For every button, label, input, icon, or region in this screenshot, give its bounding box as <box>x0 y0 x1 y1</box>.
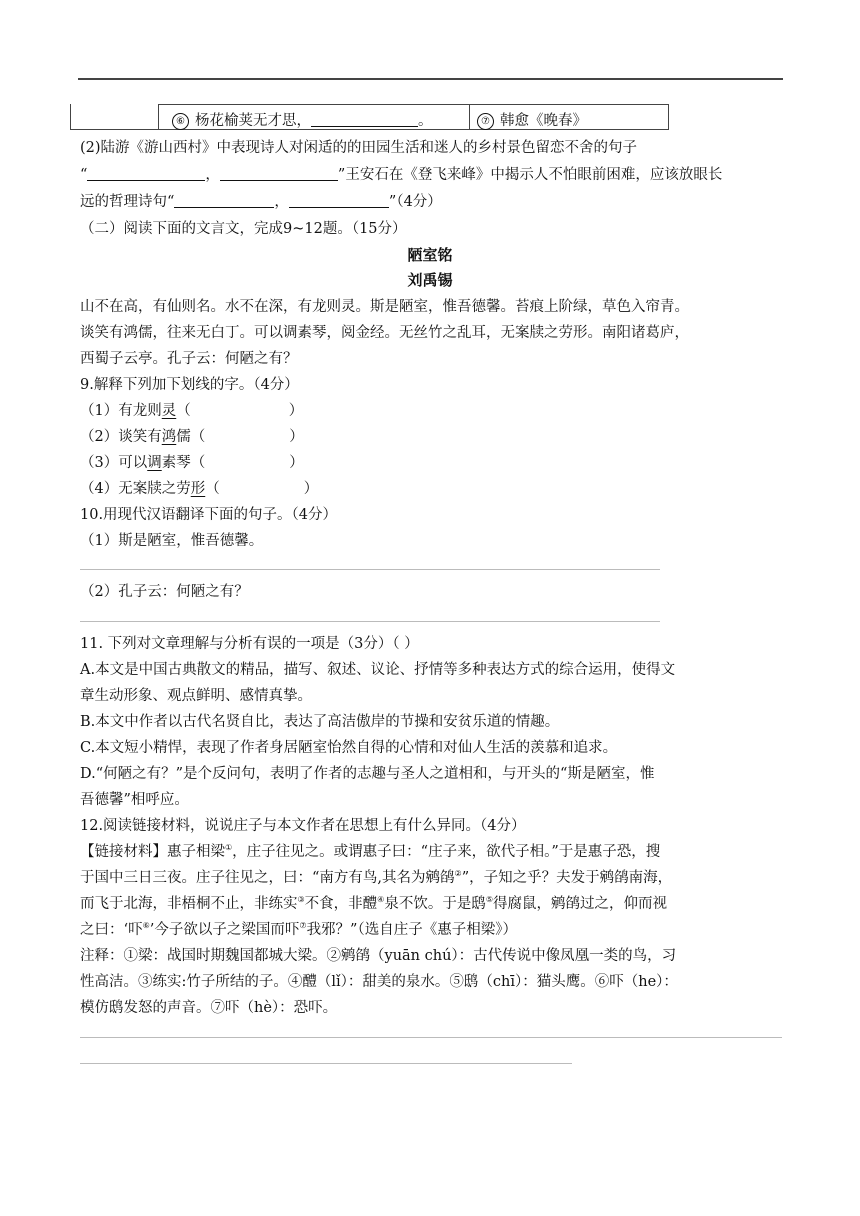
answer-blank[interactable] <box>174 193 274 208</box>
q9-stem: 9.解释下列加下划线的字。（4分） <box>80 377 299 393</box>
answer-line[interactable] <box>80 1037 782 1038</box>
header-rule <box>78 78 783 80</box>
q11-option-c: C.本文短小精悍，表现了作者身居陋室怡然自得的心情和对仙人生活的羡慕和追求。 <box>80 740 618 756</box>
q11-option-b: B.本文中作者以古代名贤自比，表达了高洁傲岸的节操和安贫乐道的情趣。 <box>80 714 560 730</box>
material-line: 于国中三日三夜。庄子往见之，曰：“南方有鸟,其名为鹓鹐②”，子知之乎？夫发于鹓鹐南海， <box>80 869 673 886</box>
q10-sentence-2: （2）孔子云：何陋之有？ <box>80 584 249 600</box>
material-line: 之曰：‘吓⑥’今子欲以子之梁国而吓⑦我邪？”（选自庄子《惠子相梁》） <box>80 921 517 938</box>
table-cell-6: ⑥ 杨花榆荚无才思， 。 <box>172 109 433 130</box>
q9-item-2: （2）谈笑有鸿儒（ ） <box>80 429 304 445</box>
passage-line: 山不在高，有仙则名。水不在深，有龙则灵。斯是陋室，惟吾德馨。苔痕上阶绿，草色入帘青。 <box>80 299 689 315</box>
q2-line2: “ ， ”王安石在《登飞来峰》中揭示人不怕眼前困难，应该放眼长 <box>80 167 723 183</box>
passage-author: 刘禹锡 <box>407 271 453 289</box>
q2-line3: 远的哲理诗句“ ， ”（4分） <box>80 194 442 210</box>
q12-stem: 12.阅读链接材料，说说庄子与本文作者在思想上有什么异同。（4分） <box>80 818 526 834</box>
note-line: 模仿鸱发怒的声音。⑦吓（hè）：恐吓。 <box>80 1000 338 1016</box>
q10-stem: 10.用现代汉语翻译下面的句子。（4分） <box>80 507 338 523</box>
q9-item-3: （3）可以调素琴（ ） <box>80 455 304 471</box>
q11-option-a: A.本文是中国古典散文的精品，描写、叙述、议论、抒情等多种表达方式的综合运用，使得文 <box>80 662 676 678</box>
q11-option-d-cont: 吾德馨”相呼应。 <box>80 792 189 808</box>
q11-option-a-cont: 章生动形象、观点鲜明、感情真挚。 <box>80 688 312 704</box>
q2-line1: (2)陆游《游山西村》中表现诗人对闲适的的田园生活和迷人的乡村景色留恋不舍的句子 <box>80 140 638 156</box>
material-line: 而飞于北海，非梧桐不止，非练实③不食，非醴④泉不饮。于是鸱⑤得腐鼠，鹓鹐过之，仰而视 <box>80 895 668 912</box>
passage-line: 西蜀子云亭。孔子云：何陋之有？ <box>80 351 298 367</box>
answer-blank[interactable] <box>289 193 389 208</box>
answer-line[interactable] <box>80 569 660 570</box>
table-cell-7: ⑦ 韩愈《晚春》 <box>477 109 587 130</box>
q9-item-1: （1）有龙则灵（ ） <box>80 403 304 419</box>
q11-option-d: D.“何陋之有？”是个反问句，表明了作者的志趣与圣人之道相和，与开头的“斯是陋室，惟 <box>80 766 655 782</box>
q10-sentence-1: （1）斯是陋室，惟吾德馨。 <box>80 533 264 549</box>
answer-blank[interactable] <box>311 112 418 127</box>
q11-stem: 11. 下列对文章理解与分析有误的一项是（3分）（ ） <box>80 636 419 652</box>
note-line: 性高洁。③练实:竹子所结的子。④醴（lǐ）：甜美的泉水。⑤鸱（chī）：猫头鹰。⑥吓（he）： <box>80 974 678 990</box>
answer-line[interactable] <box>80 1063 572 1064</box>
answer-blank[interactable] <box>220 166 338 181</box>
passage-line: 谈笑有鸿儒，往来无白丁。可以调素琴，阅金经。无丝竹之乱耳，无案牍之劳形。南阳诸葛庐， <box>80 325 689 341</box>
passage-title: 陋室铭 <box>407 246 453 264</box>
q9-item-4: （4）无案牍之劳形（ ） <box>80 481 319 497</box>
material-line: 【链接材料】惠子相梁①，庄子往见之。或谓惠子曰：“庄子来，欲代子相。”于是惠子恐，搜 <box>80 843 661 860</box>
note-line: 注释：①梁：战国时期魏国都城大梁。②鹓鹐（yuān chú）：古代传说中像凤凰一类的鸟，习 <box>80 948 677 964</box>
answer-line[interactable] <box>80 621 660 622</box>
answer-blank[interactable] <box>87 166 205 181</box>
section2-heading: （二）阅读下面的文言文，完成9~12题。（15分） <box>80 221 407 237</box>
